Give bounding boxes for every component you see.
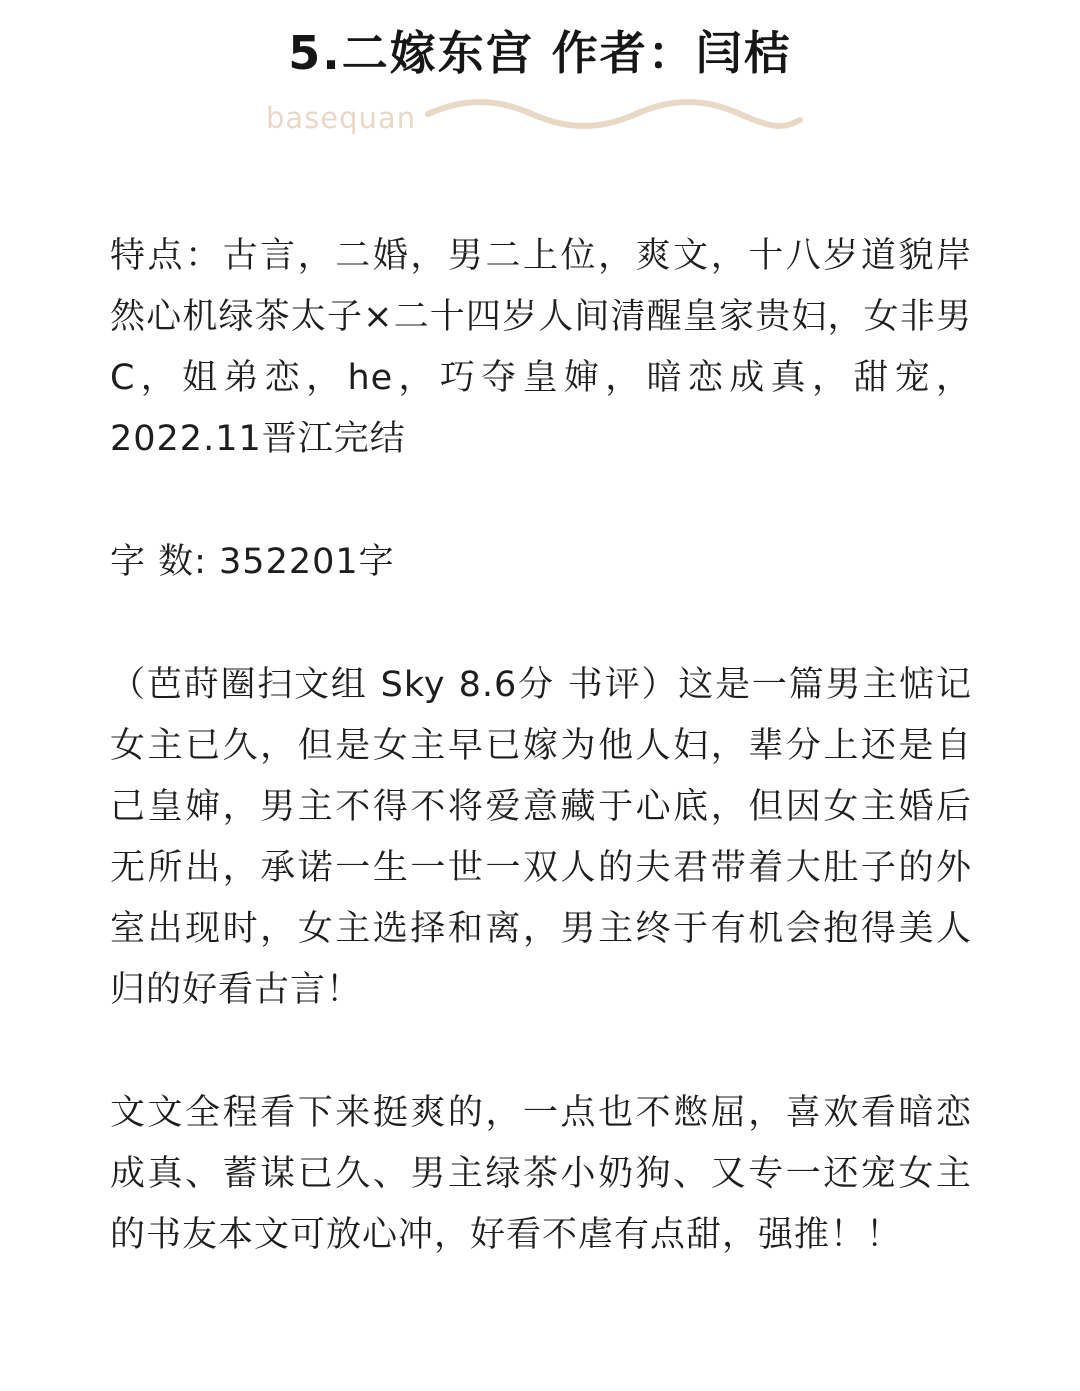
brand-header xyxy=(266,94,806,144)
features-paragraph: 特点：古言，二婚，男二上位，爽文，十八岁道貌岸然心机绿茶太子×二十四岁人间清醒皇家贵妇，女非男C，姐弟恋，he，巧夺皇婶，暗恋成真，甜宠，2022.11晋江完结 xyxy=(110,236,972,459)
comment-paragraph: 文文全程看下来挺爽的，一点也不憋屈，喜欢看暗恋成真、蓄谋已久、男主绿茶小奶狗、又专一还宠女主的书友本文可放心冲，好看不虐有点甜，强推！！ xyxy=(110,1093,972,1255)
page-title: 5.二嫁东宫 作者：闫桔 xyxy=(288,26,792,80)
wave-divider-icon xyxy=(424,94,804,140)
review-paragraph: （芭莳圈扫文组 Sky 8.6分 书评）这是一篇男主惦记女主已久，但是女主早已嫁为他人妇，辈分上还是自己皇婶，男主不得不将爱意藏于心底，但因女主婚后无所出，承诺一生一世一双人的夫君带着大肚子的外室出现时，女主选择和离，男主终于有机会抱得美人归的好看古言！ xyxy=(110,665,972,1010)
article-body xyxy=(110,226,972,1266)
brand-label: basequan xyxy=(266,101,417,135)
word-count: 字 数: 352201字 xyxy=(110,542,395,582)
